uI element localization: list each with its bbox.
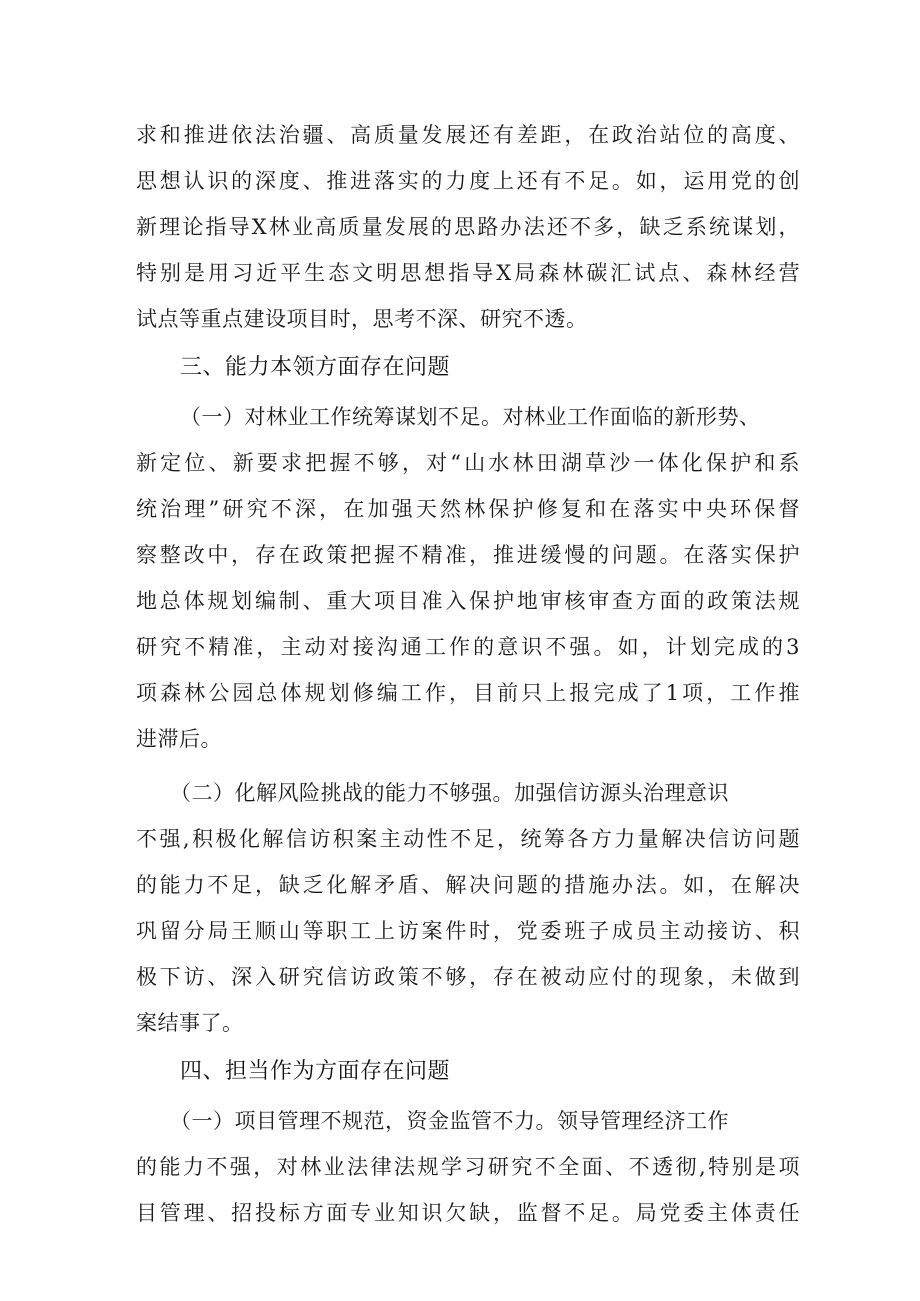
text-line: 项森林公园总体规划修编工作，目前只上报完成了1项，工作推 bbox=[136, 681, 800, 705]
text-line: （一）对林业工作统筹谋划不足。对林业工作面临的新形势、 bbox=[180, 405, 761, 429]
text-line: 进滞后。 bbox=[136, 727, 222, 751]
text-line: 的能力不足，缺乏化解矛盾、解决问题的措施办法。如，在解决 bbox=[136, 873, 800, 897]
paragraph-3-2 bbox=[136, 770, 800, 1046]
text-line: （二）化解风险挑战的能力不够强。加强信访源头治理意识 bbox=[170, 781, 729, 805]
text-line: 试点等重点建设项目时，思考不深、研究不透。 bbox=[136, 307, 588, 331]
text-line: 统治理”研究不深，在加强天然林保护修复和在落实中央环保督 bbox=[136, 497, 800, 521]
paragraph-3-1 bbox=[136, 394, 800, 762]
text-line: 特别是用习近平生态文明思想指导X局森林碳汇试点、森林经营 bbox=[136, 261, 800, 285]
document-body bbox=[136, 112, 800, 1236]
text-line: 新定位、新要求把握不够，对“山水林田湖草沙一体化保护和系 bbox=[136, 451, 800, 475]
text-line: 的能力不强，对林业法律法规学习研究不全面、不透彻,特别是项 bbox=[136, 1155, 800, 1179]
text-line: 巩留分局王顺山等职工上访案件时，党委班子成员主动接访、积 bbox=[136, 919, 800, 943]
text-line: 求和推进依法治疆、高质量发展还有差距，在政治站位的高度、 bbox=[136, 123, 800, 147]
text-line: 察整改中，存在政策把握不精准，推进缓慢的问题。在落实保护 bbox=[136, 543, 800, 567]
text-line: 研究不精准，主动对接沟通工作的意识不强。如，计划完成的3 bbox=[136, 635, 800, 659]
text-line: 不强,积极化解信访积案主动性不足，统筹各方力量解决信访问题 bbox=[136, 827, 800, 851]
paragraph-4-1 bbox=[136, 1098, 800, 1236]
section-heading-3: 三、能力本领方面存在问题 bbox=[180, 355, 451, 380]
text-line: 新理论指导X林业高质量发展的思路办法还不多，缺乏系统谋划， bbox=[136, 215, 800, 239]
text-line: 极下访、深入研究信访政策不够，存在被动应付的现象，未做到 bbox=[136, 965, 800, 989]
text-line: （一）项目管理不规范，资金监管不力。领导管理经济工作 bbox=[170, 1109, 729, 1133]
text-line: 思想认识的深度、推进落实的力度上还有不足。如，运用党的创 bbox=[136, 169, 800, 193]
text-line: 案结事了。 bbox=[136, 1011, 244, 1035]
text-line: 地总体规划编制、重大项目准入保护地审核审查方面的政策法规 bbox=[136, 589, 800, 613]
section-heading-4: 四、担当作为方面存在问题 bbox=[180, 1059, 451, 1084]
text-line: 目管理、招投标方面专业知识欠缺，监督不足。局党委主体责任 bbox=[136, 1201, 800, 1225]
paragraph-intro bbox=[136, 112, 800, 342]
